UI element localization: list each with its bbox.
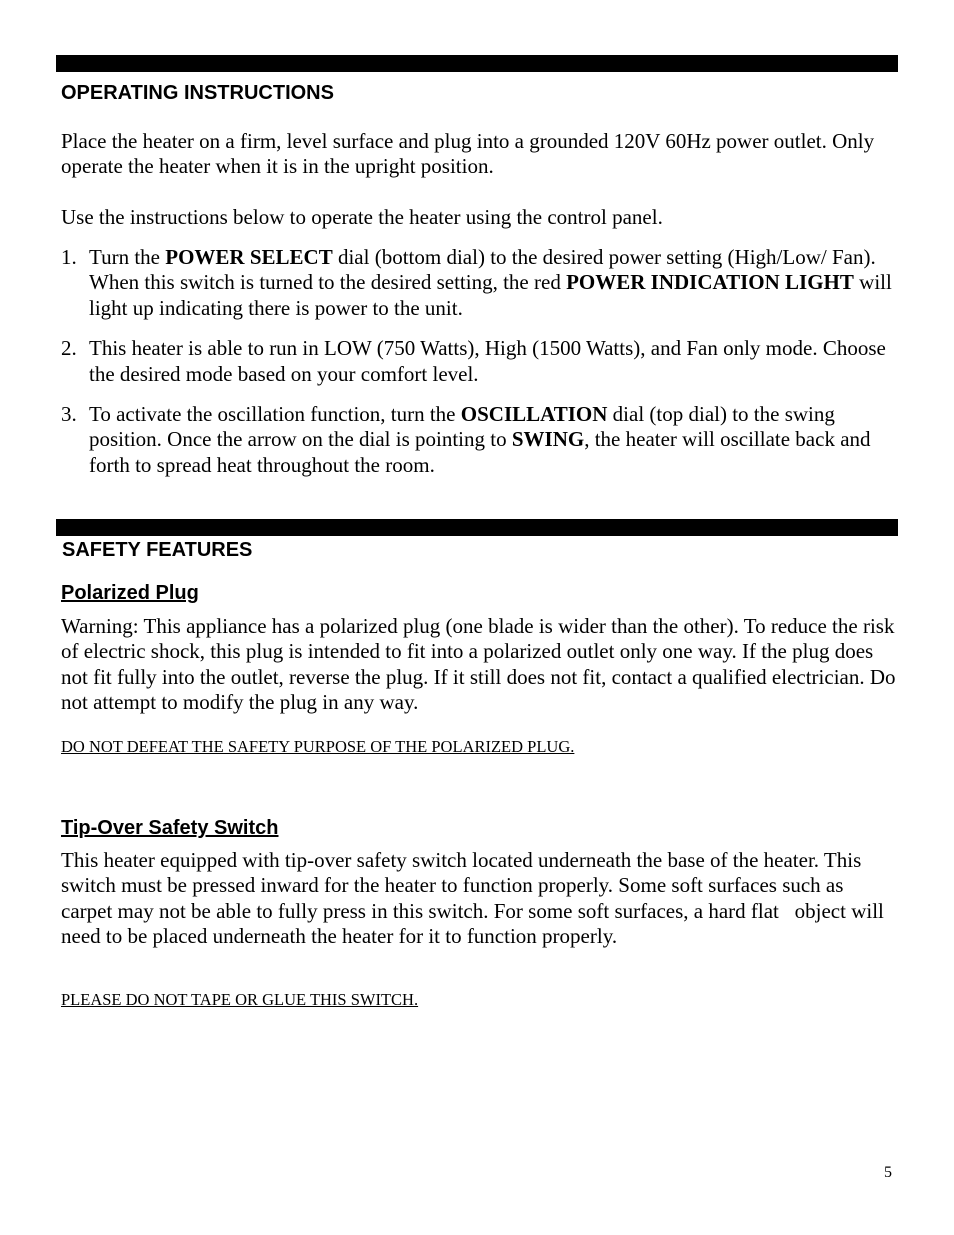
tip-over-text: This heater equipped with tip-over safety switch located underneath the base of the heater. This switch must be pressed inward for the heater to function properly. Some soft surfaces such as carpet may not be able to fully press in this switch. For some soft surfaces, a hard flat object will need to be placed underneath the heater for it to function properly. (61, 848, 890, 949)
polarized-plug-warning: DO NOT DEFEAT THE SAFETY PURPOSE OF THE POLARIZED PLUG. (61, 737, 575, 756)
step-number: 1. (61, 245, 77, 269)
list-item: 1. Turn the POWER SELECT dial (bottom dial) to the desired power setting (High/Low/ Fan). When this switch is turned to the desired setting, the red POWER INDICATION LIGHT will light up indicating there is power to the unit. (61, 245, 892, 320)
operating-intro: Place the heater on a firm, level surface and plug into a grounded 120V 60Hz power outlet. Only operate the heater when it is in the upright position. (61, 129, 875, 179)
tip-over-title: Tip-Over Safety Switch (61, 817, 279, 839)
tip-over-warning: PLEASE DO NOT TAPE OR GLUE THIS SWITCH. (61, 990, 419, 1009)
section-divider-middle (56, 519, 898, 536)
operating-heading: OPERATING INSTRUCTIONS (61, 82, 334, 104)
list-item: 3. To activate the oscillation function, turn the OSCILLATION dial (top dial) to the swing position. Once the arrow on the dial is pointing to SWING, the heater will oscillate back and forth to spread heat throughout the room. (61, 402, 871, 477)
list-item: 2. This heater is able to run in LOW (750 Watts), High (1500 Watts), and Fan only mode. Choose the desired mode based on your comfort level. (61, 336, 886, 386)
operating-steps-list (61, 245, 897, 493)
operating-panel-note: Use the instructions below to operate the heater using the control panel. (61, 205, 663, 229)
page-number: 5 (884, 1164, 892, 1181)
step-number: 3. (61, 402, 77, 427)
polarized-plug-text: Warning: This appliance has a polarized plug (one blade is wider than the other). To reduce the risk of electric shock, this plug is intended to fit into a polarized outlet only one way. If the plug does not fit fully into the outlet, reverse the plug. If it still does not fit, contact a qualified electrician. Do not attempt to modify the plug in any way. (61, 614, 896, 715)
polarized-plug-title: Polarized Plug (61, 582, 199, 604)
section-divider-top (56, 55, 898, 72)
safety-heading: SAFETY FEATURES (62, 539, 253, 561)
step-number: 2. (61, 336, 77, 361)
